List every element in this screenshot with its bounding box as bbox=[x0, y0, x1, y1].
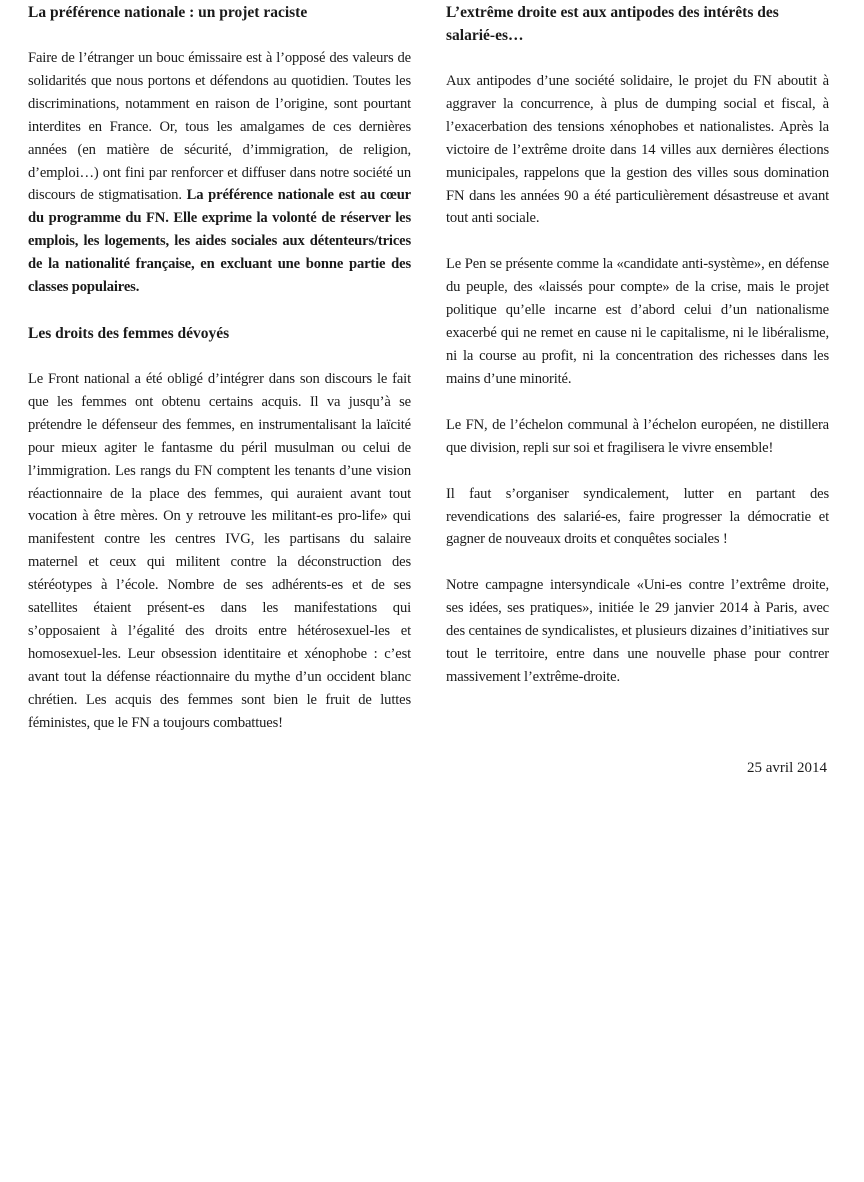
paragraph-text: Faire de l’étranger un bouc émissaire est à l’opposé des valeurs de solidarités que nous portons et défendons au quotidien. Toutes les discriminations, notamment en raison de l’origine, sont pourtant interdites en France. Or, tous les amalgames de ces dernières années (en matière de sécurité, d’immigration, de religion, d’emploi…) ont fini par renforcer et diffuser dans notre société un discours de stigmatisation. bbox=[28, 50, 411, 204]
paragraph-le-pen: Le Pen se présente comme la «candidate anti-système», en défense du peuple, des «laissés pour compte» de la crise, mais le projet politique qu’elle incarne est d’abord celui d’un nationalisme exacerbé qui ne remet en cause ni le capitalisme, ni le libéralisme, ni la course au profit, ni la concentration des richesses dans les mains d’une minorité. bbox=[446, 256, 829, 387]
section-heading-droits-des-femmes: Les droits des femmes dévoyés bbox=[28, 324, 230, 342]
paragraph-preference-nationale bbox=[28, 47, 411, 299]
spacer bbox=[446, 391, 829, 414]
document-date: 25 avril 2014 bbox=[747, 760, 827, 776]
paragraph-campagne: Notre campagne intersyndicale «Uni-es contre l’extrême droite, ses idées, ses pratiques», initiée le 29 janvier 2014 à Paris, avec des centaines de syndicalistes, et plusieurs dizaines d’initiatives sur tout le territoire, entre dans une nouvelle phase pour contrer massivement l’extrême-droite. bbox=[446, 577, 829, 685]
left-column bbox=[28, 0, 411, 734]
spacer bbox=[28, 24, 411, 47]
paragraph-syndicalisme: Il faut s’organiser syndicalement, lutter en partant des revendications des salarié-es, faire progresser la démocratie et gagner de nouveaux droits et conquêtes sociales ! bbox=[446, 485, 829, 548]
section-heading-extreme-droite: L’extrême droite est aux antipodes des intérêts des salarié-es… bbox=[446, 4, 779, 44]
spacer bbox=[446, 460, 829, 483]
spacer bbox=[446, 47, 829, 70]
paragraph-droits-des-femmes: Le Front national a été obligé d’intégrer dans son discours le fait que les femmes ont obtenu certains acquis. Il va jusqu’à se prétendre le défenseur des femmes, en instrumentalisant la laïcité pour mieux agiter le fantasme du péril musulman ou celui de l’immigration. Les rangs du FN comptent les tenants d’une vision réactionnaire de la place des femmes, qui auraient avant tout vocation à être mères. On y retrouve les militant-es pro-life» qui manifestent contre les centres IVG, les partisans du salaire maternel et ceux qui militent contre la déconstruction des stéréotypes à l’école. Nombre de ses adhérents-es et de ses satellites étaient présent-es dans les manifestations qui s’opposaient à l’égalité des droits entre hétérosexuel-les et homosexuel-les. Leur obsession identitaire et xénophobe : c’est avant tout la défense réactionnaire du mythe d’un occident blanc chrétien. Les acquis des femmes sont bien le fruit de luttes féministes, que le FN a toujours combattues! bbox=[28, 370, 411, 731]
paragraph-bold-text: La préférence nationale est au cœur du programme du FN. Elle exprime la volonté de réserver les emplois, les logements, les aides sociales aux détenteurs/trices de la nationalité française, en excluant une bonne partie des classes populaires. bbox=[28, 187, 411, 296]
paragraph-fn-division: Le FN, de l’échelon communal à l’échelon européen, ne distillera que division, repli sur soi et fragilisera le vivre ensemble! bbox=[446, 416, 829, 456]
right-column bbox=[446, 0, 829, 689]
spacer bbox=[446, 551, 829, 574]
section-heading-preference-nationale: La préférence nationale : un projet raciste bbox=[28, 4, 308, 21]
paragraph-antipodes: Aux antipodes d’une société solidaire, le projet du FN aboutit à aggraver la concurrence, à plus de dumping social et fiscal, à l’exacerbation des tensions xénophobes et nationalistes. Après la victoire de l’extrême droite dans 14 villes aux dernières élections municipales, rappelons que la gestion des villes sous domination FN dans les années 90 a été particulièrement désastreuse et avant tout anti sociale. bbox=[446, 73, 829, 227]
spacer bbox=[28, 345, 411, 368]
spacer bbox=[446, 230, 829, 253]
spacer bbox=[28, 299, 411, 322]
